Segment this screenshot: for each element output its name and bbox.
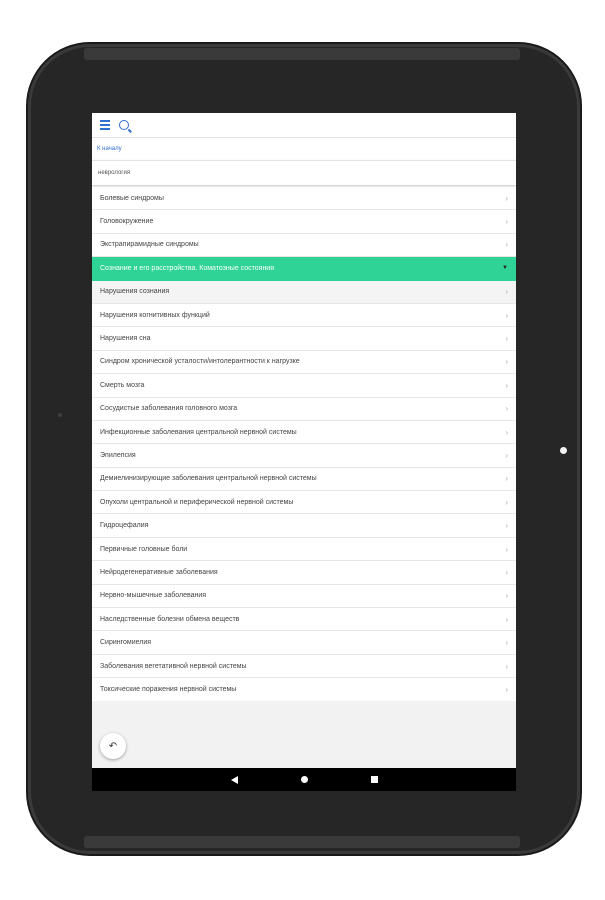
list-item[interactable] [92, 234, 516, 257]
list-item-label: Инфекционные заболевания центральной нервной системы [100, 428, 297, 436]
top-toolbar [92, 113, 516, 138]
list-item-label: Болевые синдромы [100, 194, 164, 202]
list-item[interactable] [92, 678, 516, 701]
list-item[interactable] [92, 608, 516, 631]
list-item[interactable] [92, 421, 516, 444]
list-item[interactable] [92, 491, 516, 514]
list-item-label: Эпилепсия [100, 451, 136, 459]
chevron-right-icon: › [505, 357, 508, 367]
list-item[interactable] [92, 585, 516, 608]
chevron-right-icon: › [505, 193, 508, 203]
android-navbar [92, 768, 516, 791]
list-item[interactable] [92, 351, 516, 374]
list-item[interactable] [92, 444, 516, 467]
list-item[interactable] [92, 327, 516, 350]
chevron-right-icon: › [505, 684, 508, 694]
chevron-right-icon: › [505, 544, 508, 554]
list-item-label: Заболевания вегетативной нервной системы [100, 662, 247, 670]
chevron-right-icon: › [505, 380, 508, 390]
list-item-label: Нарушения сна [100, 335, 151, 343]
list-item-expanded[interactable] [92, 257, 516, 280]
list-item-label: Сосудистые заболевания головного мозга [100, 405, 238, 413]
chevron-right-icon: › [505, 427, 508, 437]
chevron-right-icon: › [505, 310, 508, 320]
hamburger-menu-icon[interactable] [97, 117, 113, 133]
chevron-right-icon: › [505, 287, 508, 297]
speaker-grille-top [84, 48, 520, 60]
list-item[interactable] [92, 514, 516, 537]
chevron-right-icon: › [505, 497, 508, 507]
list-item[interactable] [92, 561, 516, 584]
topic-list [92, 187, 516, 702]
list-item[interactable] [92, 538, 516, 561]
chevron-right-icon: › [505, 334, 508, 344]
back-arrow-icon[interactable]: ↶ [100, 733, 126, 759]
list-item-label: Сирингомиелия [100, 639, 152, 647]
sensor-dot [58, 413, 62, 417]
list-item-label: Наследственные болезни обмена веществ [100, 615, 240, 623]
chevron-right-icon: › [505, 638, 508, 648]
chevron-right-icon: › [505, 474, 508, 484]
list-item[interactable] [92, 304, 516, 327]
list-item[interactable] [92, 210, 516, 233]
app-screen [92, 113, 516, 791]
caret-down-icon: ▼ [502, 265, 508, 272]
camera-dot [560, 447, 567, 454]
list-item-label: Токсические поражения нервной системы [100, 685, 237, 693]
home-circle-icon[interactable] [269, 776, 339, 783]
list-item[interactable] [92, 187, 516, 210]
chevron-right-icon: › [505, 661, 508, 671]
list-item-label: Первичные головные боли [100, 545, 188, 553]
list-item[interactable] [92, 398, 516, 421]
chevron-right-icon: › [505, 217, 508, 227]
list-item[interactable] [92, 655, 516, 678]
recents-square-icon[interactable] [339, 776, 409, 783]
list-item-label: Смерть мозга [100, 381, 145, 389]
speaker-grille-bottom [84, 836, 520, 848]
chevron-right-icon: › [505, 567, 508, 577]
chevron-right-icon: › [505, 521, 508, 531]
list-item-label: Опухоли центральной и периферической нервной системы [100, 498, 294, 506]
empty-area [92, 701, 516, 768]
list-item[interactable] [92, 631, 516, 654]
chevron-right-icon: › [505, 591, 508, 601]
list-item-label: Экстрапирамидные синдромы [100, 241, 199, 249]
list-item-label: Нарушения когнитивных функций [100, 311, 210, 319]
list-item-label: Головокружение [100, 218, 154, 226]
list-subitem[interactable] [92, 281, 516, 304]
back-triangle-icon[interactable] [199, 776, 269, 784]
list-item-label: Нервно-мышечные заболевания [100, 592, 207, 600]
section-title: неврология [92, 160, 516, 185]
chevron-right-icon: › [505, 404, 508, 414]
list-item-label: Гидроцефалия [100, 522, 149, 530]
list-item-label: Демиелинизирующие заболевания центральной нервной системы [100, 475, 317, 483]
list-item-label: Сознание и его расстройства. Коматозные состояния [100, 264, 275, 272]
chevron-right-icon: › [505, 450, 508, 460]
search-icon[interactable] [113, 117, 129, 133]
list-item[interactable] [92, 374, 516, 397]
list-item[interactable] [92, 468, 516, 491]
list-item-label: Синдром хронической усталости/интолерантности к нагрузке [100, 358, 300, 366]
chevron-right-icon: › [505, 614, 508, 624]
list-item-label: Нейродегенеративные заболевания [100, 568, 218, 576]
list-item-label: Нарушения сознания [100, 288, 170, 296]
breadcrumb-link[interactable]: К началу [92, 138, 516, 160]
chevron-right-icon: › [505, 240, 508, 250]
